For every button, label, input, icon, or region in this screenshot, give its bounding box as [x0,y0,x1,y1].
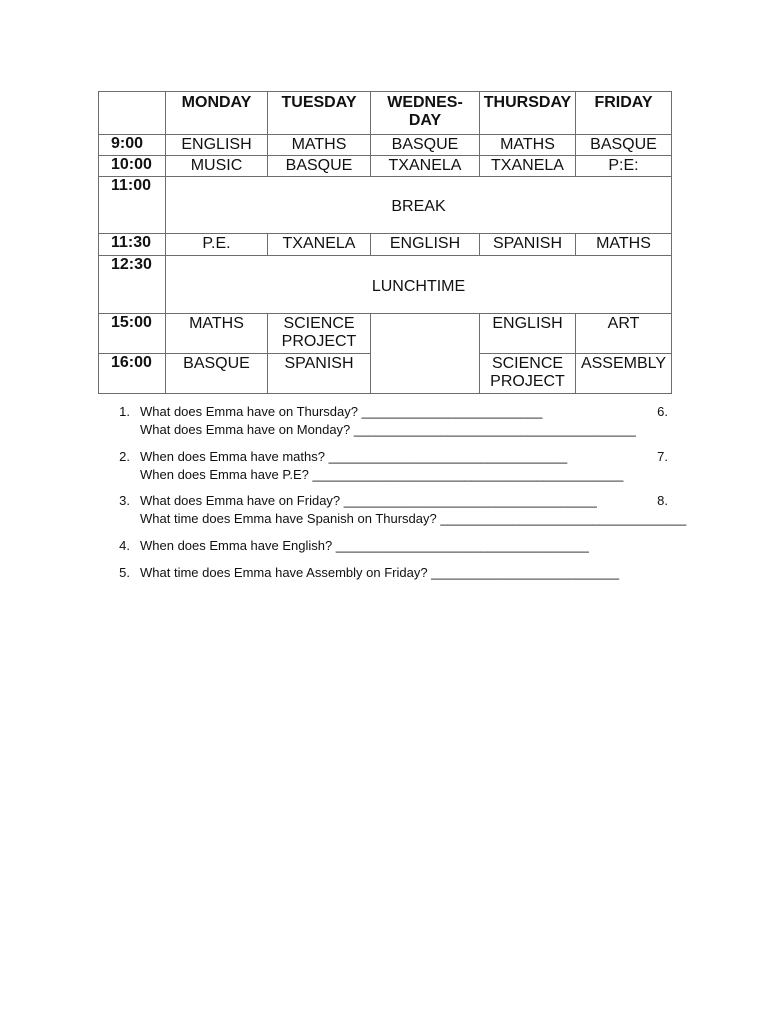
question-number: 2. [119,449,130,464]
timetable-header-row [99,92,672,135]
question-number: 4. [119,538,130,553]
empty-cell [371,314,480,394]
lesson-cell: BASQUE [576,135,672,156]
lesson-cell: SPANISH [268,354,371,394]
header-day: FRIDAY [576,92,672,135]
lesson-line: PROJECT [281,333,357,350]
question-number-side: 7. [657,449,668,464]
lesson-cell: MATHS [268,135,371,156]
lesson-line: SCIENCE [491,355,564,372]
question-number: 3. [119,493,130,508]
lesson-cell: TXANELA [371,156,480,177]
question-text: What does Emma have on Thursday? _________________________ [140,404,543,419]
lesson-cell: P.E. [166,234,268,256]
time-cell: 16:00 [99,354,166,394]
question-text: What time does Emma have Assembly on Friday? __________________________ [140,565,620,580]
question-text: When does Emma have P.E? ___________________________________________ [140,467,624,482]
timetable-row [99,177,672,234]
lesson-cell [480,354,576,394]
lesson-cell: P:E: [576,156,672,177]
time-cell: 12:30 [99,256,166,314]
time-cell: 15:00 [99,314,166,354]
lunchtime-cell [166,256,672,314]
lesson-cell: BASQUE [268,156,371,177]
lesson-cell: MATHS [166,314,268,354]
time-cell: 11:30 [99,234,166,256]
lesson-cell: TXANELA [480,156,576,177]
lesson-cell: SPANISH [480,234,576,256]
question-text: What time does Emma have Spanish on Thursday? __________________________________ [140,511,687,526]
lesson-cell: ENGLISH [480,314,576,354]
lesson-cell: MUSIC [166,156,268,177]
lesson-cell: MATHS [480,135,576,156]
question-text: When does Emma have maths? _________________________________ [140,449,568,464]
time-cell: 9:00 [99,135,166,156]
timetable-row [99,314,672,354]
break-label: BREAK [391,198,446,215]
lesson-cell: ART [576,314,672,354]
lesson-cell [268,314,371,354]
lesson-cell: ENGLISH [166,135,268,156]
timetable-row [99,156,672,177]
lesson-cell: TXANELA [268,234,371,256]
timetable [98,91,672,394]
question-number-side: 8. [657,493,668,508]
timetable-row [99,135,672,156]
lesson-cell: ASSEMBLY [576,354,672,394]
lesson-cell: BASQUE [371,135,480,156]
lesson-cell: ENGLISH [371,234,480,256]
timetable-row [99,234,672,256]
time-cell: 11:00 [99,177,166,234]
question-text: What does Emma have on Monday? _______________________________________ [140,422,636,437]
header-day: TUESDAY [268,92,371,135]
break-cell [166,177,672,234]
header-day-line: WEDNES- [387,94,463,111]
lunchtime-label: LUNCHTIME [371,277,466,295]
lesson-line: PROJECT [490,373,565,390]
timetable-row [99,256,672,314]
question-number: 1. [119,404,130,419]
header-day: THURSDAY [480,92,576,135]
lesson-line: SCIENCE [283,315,355,332]
question-text: When does Emma have English? ___________________________________ [140,538,589,553]
corner-cell [99,92,166,135]
lesson-cell: MATHS [576,234,672,256]
question-text: What does Emma have on Friday? ___________________________________ [140,493,597,508]
question-number: 5. [119,565,130,580]
header-day [371,92,480,135]
time-cell: 10:00 [99,156,166,177]
header-day: MONDAY [166,92,268,135]
question-number-side: 6. [657,404,668,419]
header-day-line: DAY [408,112,442,129]
lesson-cell: BASQUE [166,354,268,394]
